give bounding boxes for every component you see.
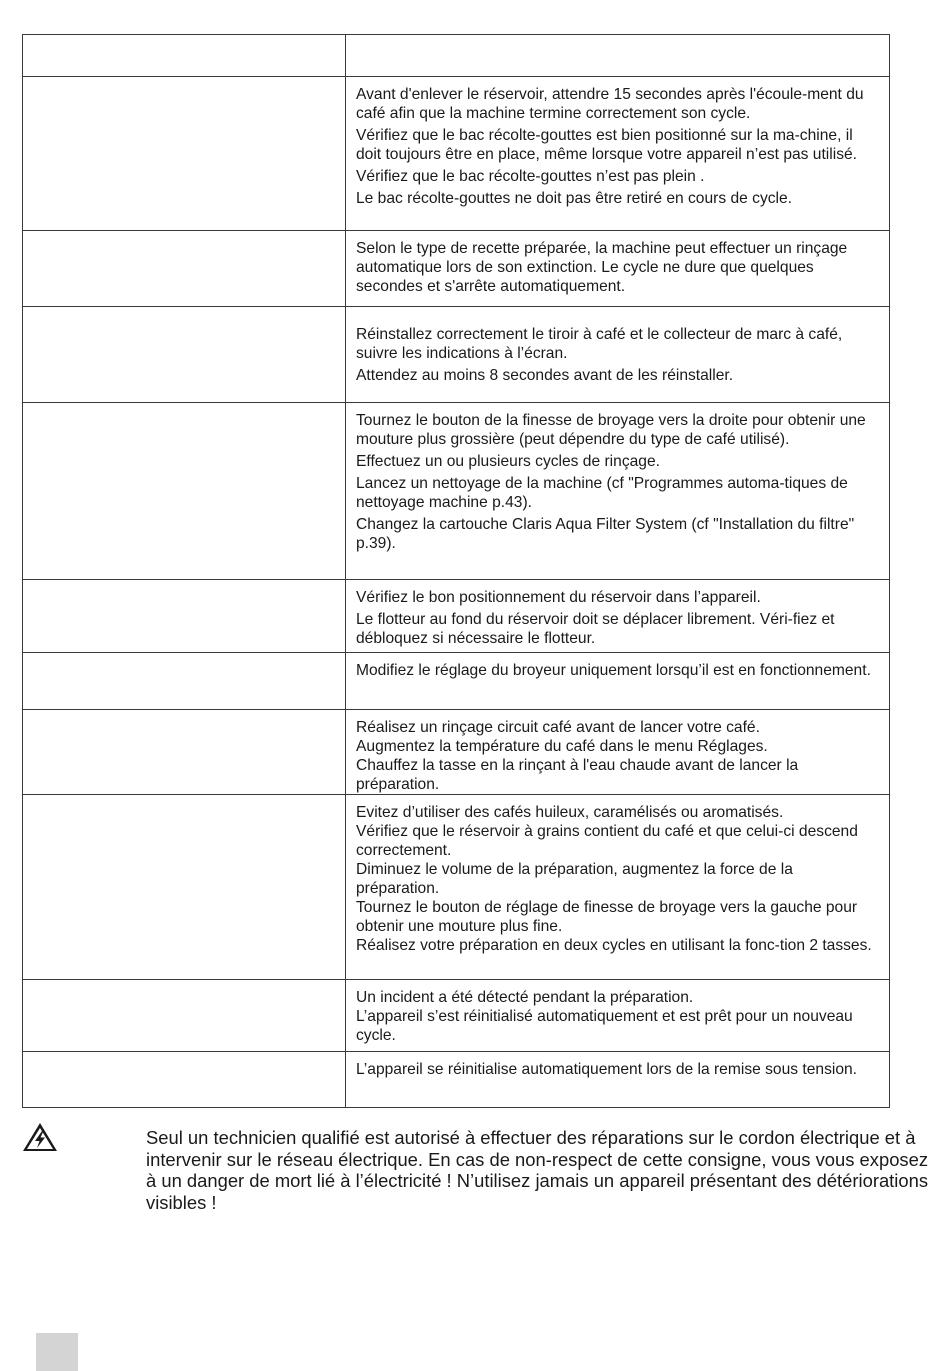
solution-line: Réalisez un rinçage circuit café avant de lancer votre café. <box>356 719 760 736</box>
solution-line: Vérifiez que le bac récolte-gouttes n’est pas plein . <box>356 168 705 185</box>
solution-line: Réinstallez correctement le tiroir à café et le collecteur de marc à café, suivre les indications à l’écran. <box>356 326 843 362</box>
solution-line: Chauffez la tasse en la rinçant à l'eau chaude avant de lancer la préparation. <box>356 757 799 793</box>
solution-line: Vérifiez que le réservoir à grains contient du café et que celui-ci descend correctement. <box>356 823 858 859</box>
solution-line: Le bac récolte-gouttes ne doit pas être retiré en cours de cycle. <box>356 190 793 207</box>
solution-cell <box>346 580 890 653</box>
solution-line: Attendez au moins 8 secondes avant de les réinstaller. <box>356 367 734 384</box>
problem-cell <box>23 231 346 307</box>
solution-cell <box>346 710 890 795</box>
problem-cell <box>23 1052 346 1108</box>
solution-line: Un incident a été détecté pendant la préparation. <box>356 989 694 1006</box>
table-row <box>23 77 890 231</box>
table-row <box>23 653 890 710</box>
solution-line: Tournez le bouton de la finesse de broyage vers la droite pour obtenir une mouture plus grossière (peut dépendre du type de café utilisé). <box>356 412 866 448</box>
problem-cell <box>23 710 346 795</box>
solution-line: Réalisez votre préparation en deux cycles en utilisant la fonc-tion 2 tasses. <box>356 937 872 954</box>
electrical-safety-warning: Seul un technicien qualifié est autorisé à effectuer des réparations sur le cordon électrique et à intervenir sur le réseau électrique. En cas de non-respect de cette consigne, vous vous exposez à un danger de mort lié à l’électricité ! N’utilisez jamais un appareil présentant des détériorations visibles ! <box>146 1127 929 1213</box>
table-row <box>23 795 890 980</box>
problem-cell <box>23 403 346 580</box>
table-row <box>23 710 890 795</box>
electric-hazard-icon <box>22 1122 58 1152</box>
table-row <box>23 580 890 653</box>
problem-cell <box>23 580 346 653</box>
page-number-box <box>36 1333 78 1371</box>
problem-cell <box>23 980 346 1052</box>
solution-line: L’appareil se réinitialise automatiquement lors de la remise sous tension. <box>356 1061 858 1078</box>
problem-cell <box>23 307 346 403</box>
table-row <box>23 403 890 580</box>
solution-cell <box>346 653 890 710</box>
solution-line: Evitez d’utiliser des cafés huileux, caramélisés ou aromatisés. <box>356 804 784 821</box>
solution-cell <box>346 231 890 307</box>
solution-line: Vérifiez le bon positionnement du réservoir dans l’appareil. <box>356 589 761 606</box>
solution-cell <box>346 77 890 231</box>
table-row <box>23 231 890 307</box>
problem-cell <box>23 77 346 231</box>
header-solution-cell <box>346 35 890 77</box>
table-row <box>23 307 890 403</box>
solution-line: L’appareil s’est réinitialisé automatiquement et est prêt pour un nouveau cycle. <box>356 1008 853 1044</box>
solution-line: Avant d'enlever le réservoir, attendre 15 secondes après l'écoule-ment du café afin que la machine termine correctement son cycle. <box>356 86 864 122</box>
table-header-row <box>23 35 890 77</box>
solution-line: Effectuez un ou plusieurs cycles de rinçage. <box>356 453 660 470</box>
problem-cell <box>23 795 346 980</box>
troubleshooting-table <box>22 34 890 1108</box>
table-row <box>23 1052 890 1108</box>
solution-line: Changez la cartouche Claris Aqua Filter System (cf "Installation du filtre" p.39). <box>356 516 855 552</box>
solution-line: Le flotteur au fond du réservoir doit se déplacer librement. Véri-fiez et débloquez si nécessaire le flotteur. <box>356 611 835 647</box>
solution-line: Augmentez la température du café dans le menu Réglages. <box>356 738 768 755</box>
header-problem-cell <box>23 35 346 77</box>
solution-cell <box>346 403 890 580</box>
table-row <box>23 980 890 1052</box>
solution-cell <box>346 1052 890 1108</box>
solution-line: Modifiez le réglage du broyeur uniquement lorsqu’il est en fonctionnement. <box>356 662 871 679</box>
solution-cell <box>346 795 890 980</box>
problem-cell <box>23 653 346 710</box>
solution-line: Selon le type de recette préparée, la machine peut effectuer un rinçage automatique lors de son extinction. Le cycle ne dure que quelques secondes et s'arrête automatiquement. <box>356 240 848 295</box>
solution-line: Tournez le bouton de réglage de finesse de broyage vers la gauche pour obtenir une mouture plus fine. <box>356 899 858 935</box>
solution-cell <box>346 307 890 403</box>
solution-line: Lancez un nettoyage de la machine (cf "Programmes automa-tiques de nettoyage machine p.43). <box>356 475 848 511</box>
solution-cell <box>346 980 890 1052</box>
solution-line: Vérifiez que le bac récolte-gouttes est bien positionné sur la ma-chine, il doit toujours être en place, même lorsque votre appareil n’est pas utilisé. <box>356 127 858 163</box>
solution-line: Diminuez le volume de la préparation, augmentez la force de la préparation. <box>356 861 793 897</box>
